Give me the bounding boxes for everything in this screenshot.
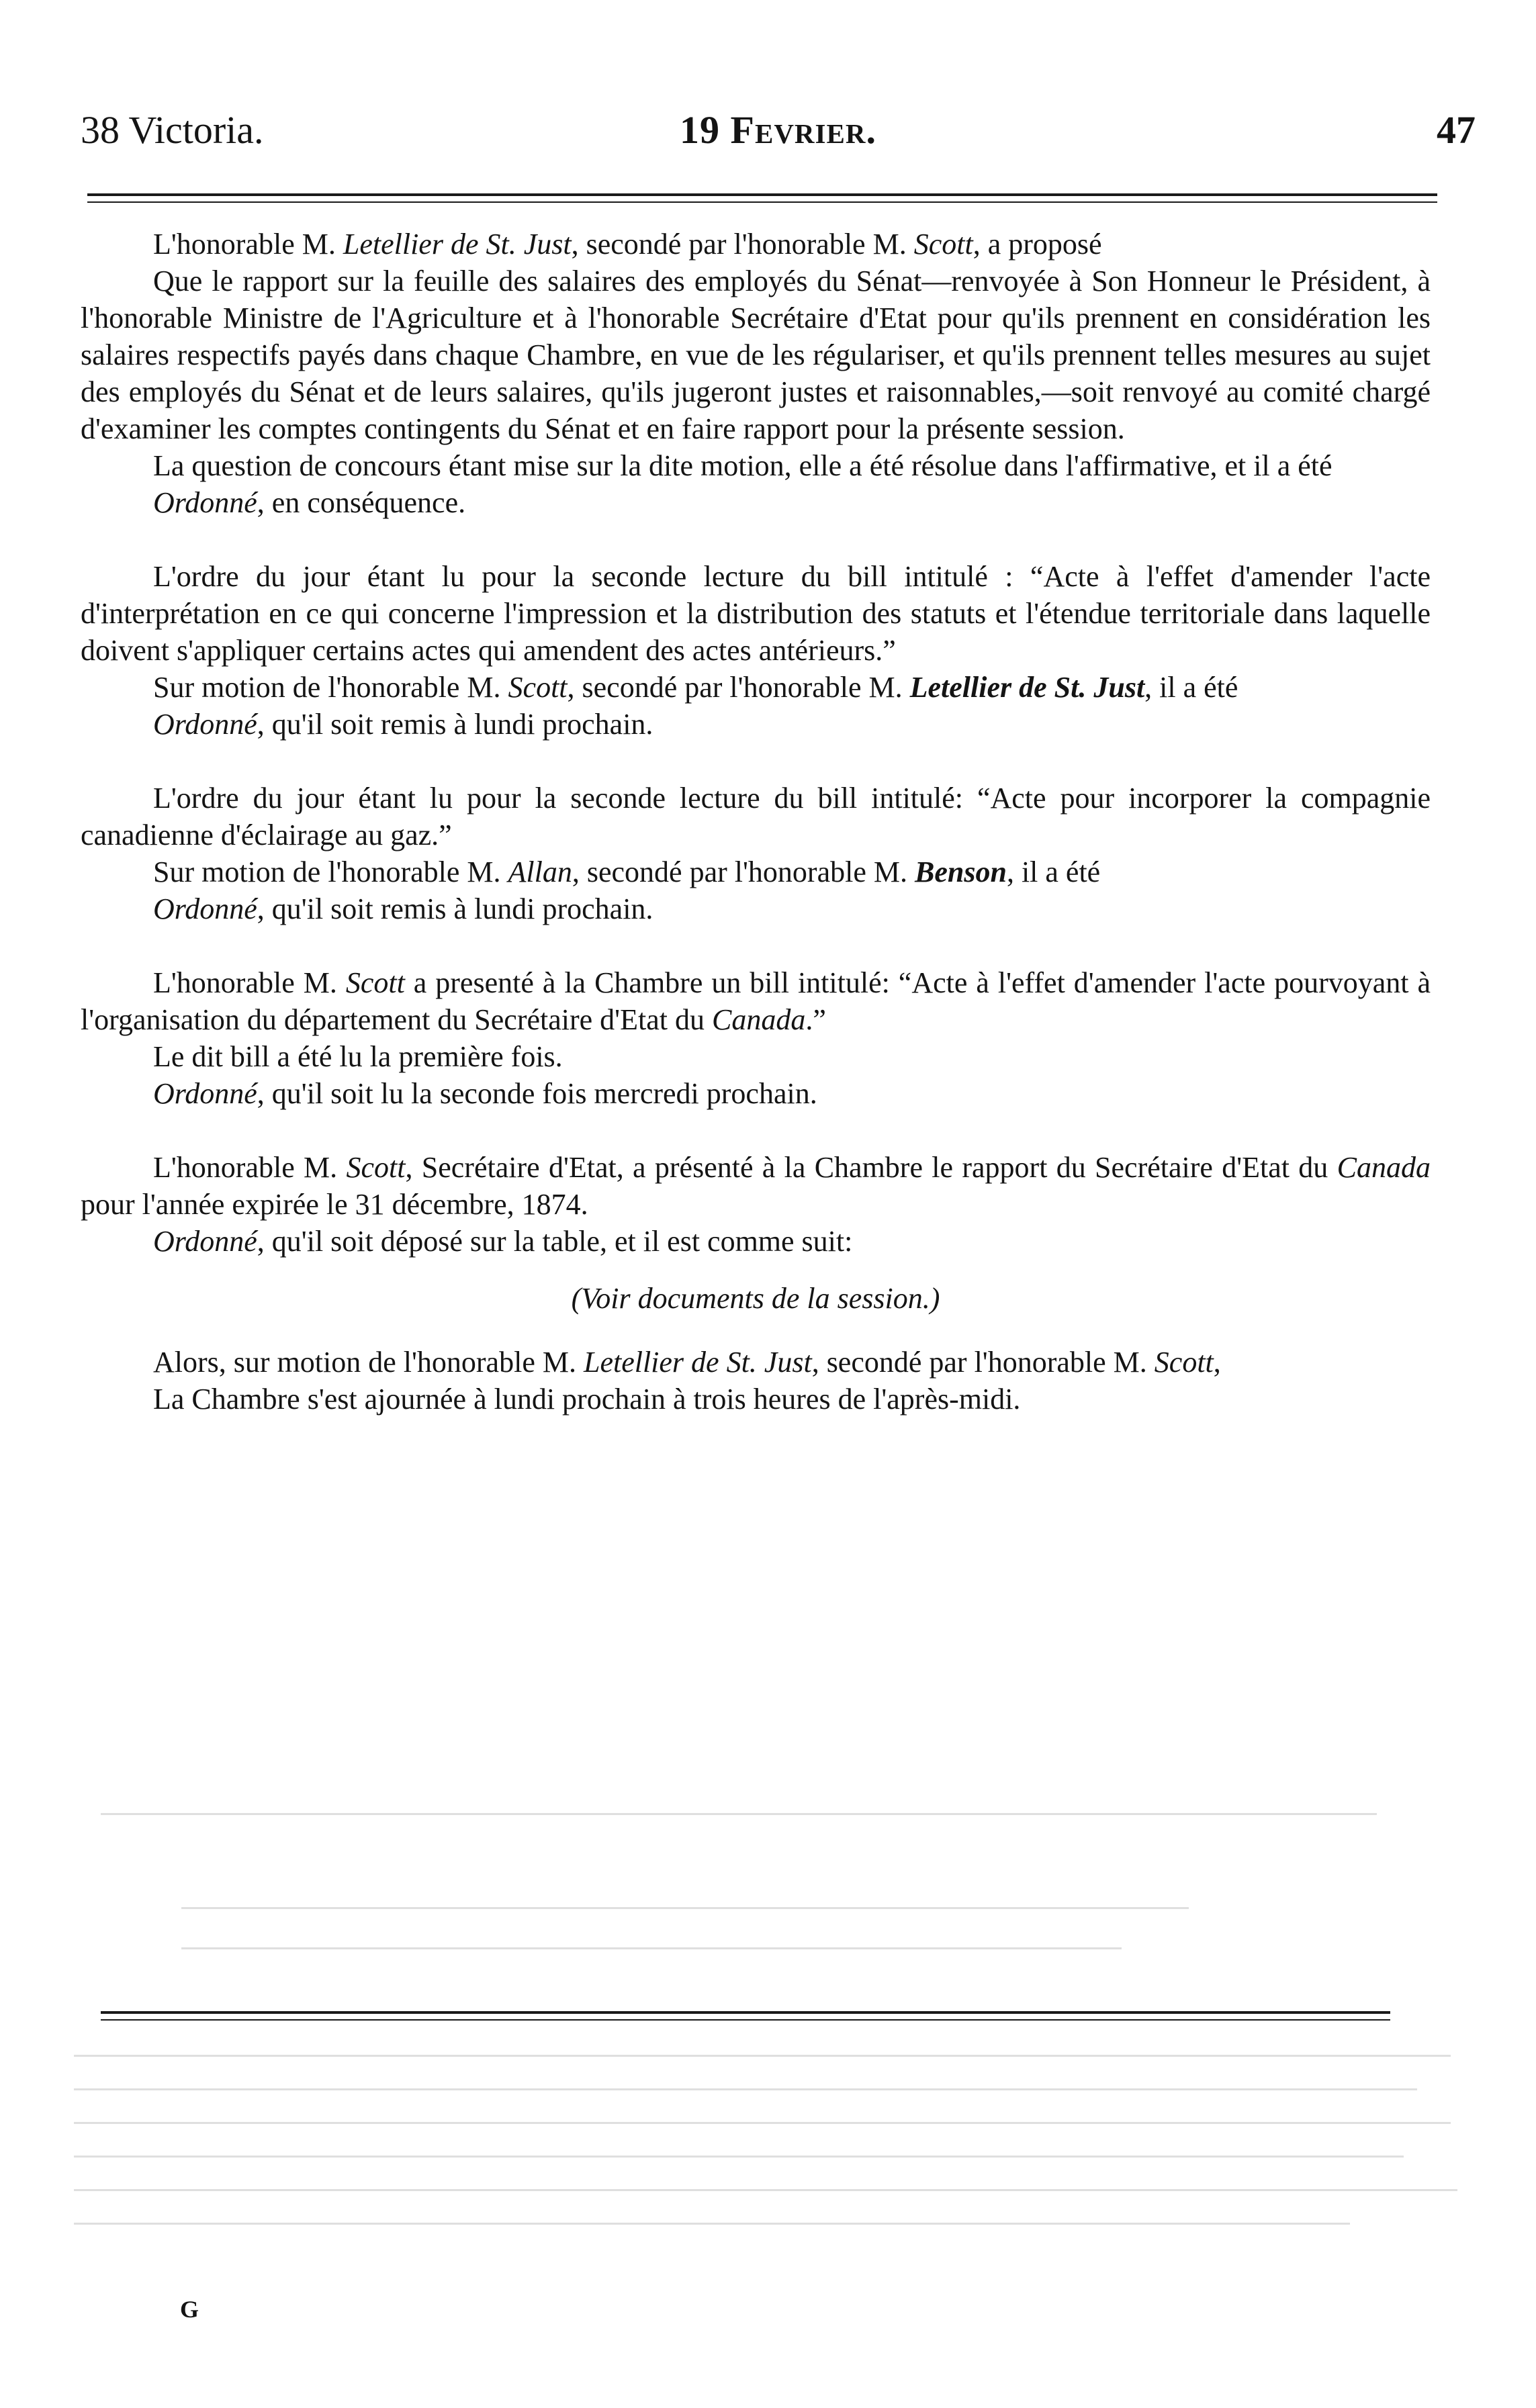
- header-rule: [87, 193, 1437, 196]
- order-line: Ordonné, qu'il soit lu la seconde fois mercredi prochain.: [153, 1077, 817, 1110]
- footer-rule-thin: [101, 2019, 1390, 2021]
- page-number: 47: [1437, 108, 1476, 152]
- motion-line-2: Sur motion de l'honorable M. Allan, secondé par l'honorable M. Benson, il a été: [153, 855, 1101, 888]
- order-of-day-1: L'ordre du jour étant lu pour la seconde lecture du bill intitulé : “Acte à l'effet d'amender l'acte d'interprétation en ce qui concerne l'impression et la distribution des statuts et l'étendue territoriale dans laquelle doivent s'appliquer certains actes qui amendent des actes antérieurs.”: [81, 560, 1431, 667]
- journal-body: [81, 226, 1431, 1418]
- motion-line-1: Sur motion de l'honorable M. Scott, secondé par l'honorable M. Letellier de St. Just, il a été: [153, 671, 1238, 704]
- session-documents-note: (Voir documents de la session.): [571, 1282, 940, 1315]
- order-of-day-2: L'ordre du jour étant lu pour la seconde lecture du bill intitulé: “Acte pour incorporer la compagnie canadienne d'éclairage au gaz.”: [81, 782, 1431, 851]
- motion-intro: L'honorable M. Letellier de St. Just, secondé par l'honorable M. Scott, a proposé: [153, 228, 1102, 261]
- report-presented: L'honorable M. Scott, Secrétaire d'Etat, a présenté à la Chambre le rapport du Secrétaire d'Etat du Canada pour l'année expirée le 31 décembre, 1874.: [81, 1151, 1431, 1221]
- order-line: Ordonné, en conséquence.: [153, 486, 466, 519]
- order-line: Ordonné, qu'il soit remis à lundi prochain.: [153, 892, 653, 925]
- signature-mark: G: [180, 2296, 199, 2323]
- adjournment-motion: Alors, sur motion de l'honorable M. Letellier de St. Just, secondé par l'honorable M. Scott,: [153, 1346, 1221, 1379]
- order-line: Ordonné, qu'il soit déposé sur la table, et il est comme suit:: [153, 1225, 853, 1258]
- page-header: [81, 107, 1476, 161]
- order-line: Ordonné, qu'il soit remis à lundi prochain.: [153, 708, 653, 741]
- adjournment-text: La Chambre s'est ajournée à lundi prochain à trois heures de l'après-midi.: [153, 1383, 1021, 1416]
- motion-text: Que le rapport sur la feuille des salaires des employés du Sénat—renvoyée à Son Honneur le Président, à l'honorable Ministre de l'Agriculture et à l'honorable Secrétaire d'Etat pour qu'ils prennent en considération les salaires respectifs payés dans chaque Chambre, en vue de les régulariser, et qu'ils prennent telles mesures au sujet des employés du Sénat et de leurs salaires, qu'ils jugeront justes et raisonnables,—soit renvoyé au comité chargé d'examiner les comptes contingents du Sénat et en faire rapport pour la présente session.: [81, 265, 1431, 445]
- bleed-through-texture: [47, 1773, 1491, 2310]
- header-rule-thin: [87, 201, 1437, 203]
- footer-rule: [101, 2011, 1390, 2014]
- header-session: 38 Victoria.: [81, 108, 264, 152]
- concurrence-text: La question de concours étant mise sur la dite motion, elle a été résolue dans l'affirmative, et il a été: [153, 449, 1332, 482]
- header-date: 19 Fevrier.: [680, 108, 876, 152]
- first-reading: Le dit bill a été lu la première fois.: [153, 1040, 563, 1073]
- bill-presented: L'honorable M. Scott a presenté à la Chambre un bill intitulé: “Acte à l'effet d'amender l'acte pourvoyant à l'organisation du département du Secrétaire d'Etat du Canada.”: [81, 966, 1431, 1036]
